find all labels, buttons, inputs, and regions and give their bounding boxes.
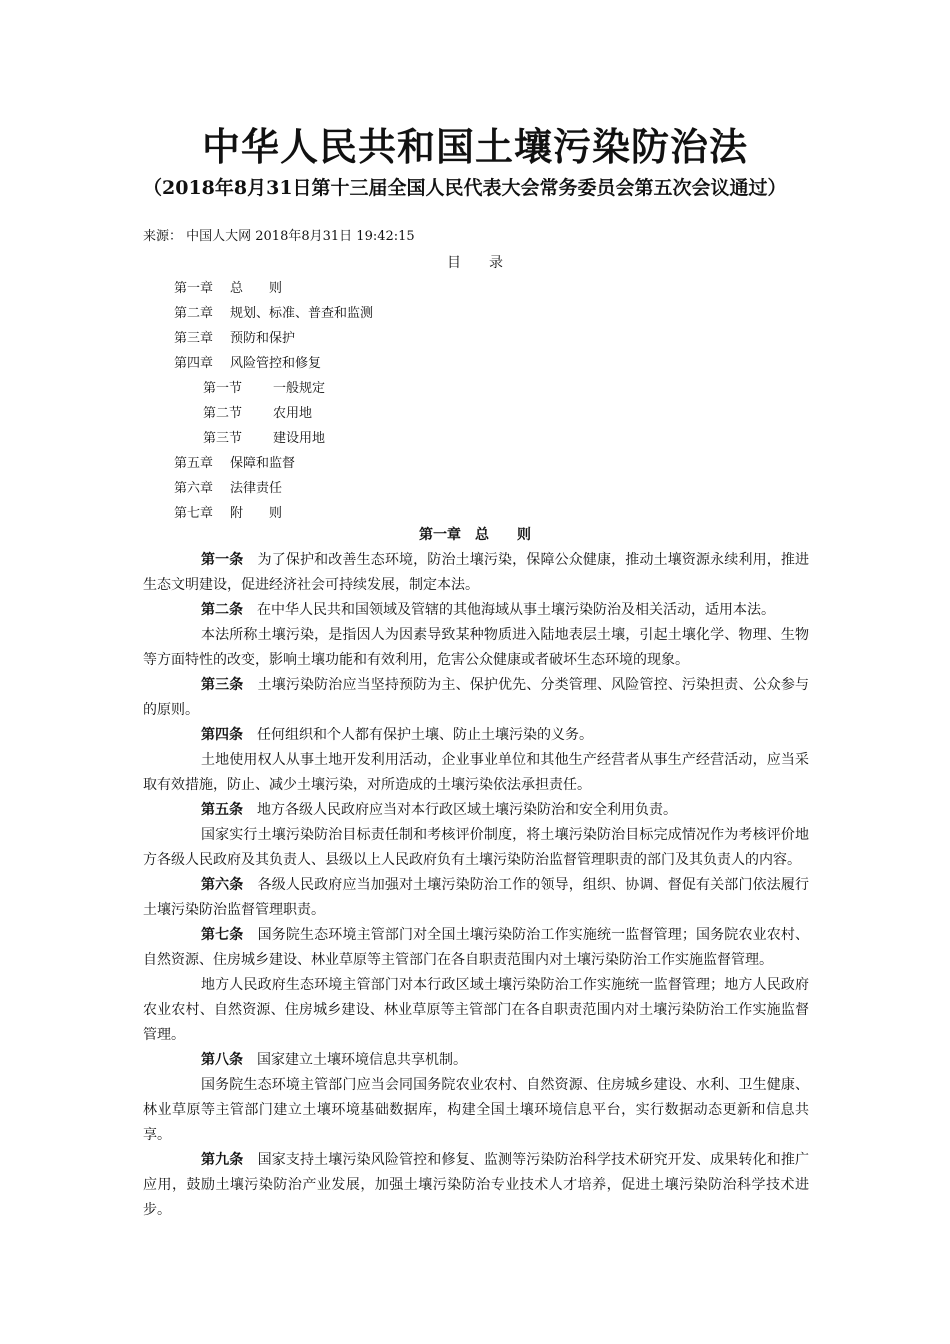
toc-item-number: 第一节 <box>203 381 243 396</box>
toc-item-number: 第七章 <box>174 506 214 521</box>
article-paragraph <box>143 873 809 923</box>
article-text: 在中华人民共和国领域及管辖的其他海域从事土壤污染防治及相关活动，适用本法。 <box>257 602 775 618</box>
article-text: 国务院生态环境主管部门应当会同国务院农业农村、自然资源、住房城乡建设、水利、卫生健康、林业草原等主管部门建立土壤环境基础数据库，构建全国土壤环境信息平台，实行数据动态更新和信息共享。 <box>143 1077 809 1143</box>
article-paragraph <box>143 1073 809 1148</box>
article-label: 第九条 <box>201 1152 244 1168</box>
toc-item <box>174 351 373 376</box>
toc-subitem <box>174 376 373 401</box>
toc-item <box>174 326 373 351</box>
article-paragraph <box>143 748 809 798</box>
article-text: 国务院生态环境主管部门对全国土壤污染防治工作实施统一监督管理；国务院农业农村、自然资源、住房城乡建设、林业草原等主管部门在各自职责范围内对土壤污染防治工作实施监督管理。 <box>143 927 810 968</box>
article-paragraph <box>143 673 809 723</box>
toc-item-title: 附 则 <box>230 506 283 521</box>
article-paragraph <box>143 1048 809 1073</box>
toc-item <box>174 276 373 301</box>
article-paragraph <box>143 923 809 973</box>
table-of-contents <box>174 276 373 526</box>
article-paragraph <box>143 823 809 873</box>
article-text: 地方人民政府生态环境主管部门对本行政区域土壤污染防治工作实施统一监督管理；地方人民政府农业农村、自然资源、住房城乡建设、林业草原等主管部门在各自职责范围内对土壤污染防治工作实施监督管理。 <box>143 977 809 1043</box>
article-text: 国家支持土壤污染风险管控和修复、监测等污染防治科学技术研究开发、成果转化和推广应用，鼓励土壤污染防治产业发展，加强土壤污染防治专业技术人才培养，促进土壤污染防治科学技术进步。 <box>143 1152 810 1218</box>
article-label: 第五条 <box>201 802 243 818</box>
toc-item <box>174 451 373 476</box>
article-paragraph <box>143 798 809 823</box>
toc-item-number: 第四章 <box>174 356 214 371</box>
toc-item <box>174 301 373 326</box>
article-text: 地方各级人民政府应当对本行政区域土壤污染防治和安全利用负责。 <box>257 802 677 818</box>
toc-item <box>174 476 373 501</box>
document-subtitle: （2018年8月31日第十三届全国人民代表大会常务委员会第五次会议通过） <box>143 177 787 199</box>
article-label: 第六条 <box>201 877 244 893</box>
article-paragraph <box>143 548 809 598</box>
article-label: 第一条 <box>201 552 244 568</box>
article-text: 土壤污染防治应当坚持预防为主、保护优先、分类管理、风险管控、污染担责、公众参与的原则。 <box>143 677 810 718</box>
article-text: 土地使用权人从事土地开发利用活动，企业事业单位和其他生产经营者从事生产经营活动，应当采取有效措施，防止、减少土壤污染，对所造成的土壤污染依法承担责任。 <box>143 752 809 793</box>
source-line: 来源： 中国人大网 2018年8月31日 19:42:15 <box>143 229 415 244</box>
toc-item-number: 第三节 <box>203 431 243 446</box>
toc-item-title: 建设用地 <box>273 431 326 446</box>
article-paragraph <box>143 1148 809 1223</box>
toc-item-title: 规划、标准、普查和监测 <box>230 306 374 321</box>
toc-item-title: 保障和监督 <box>230 456 296 471</box>
article-label: 第七条 <box>201 927 244 943</box>
toc-item-number: 第六章 <box>174 481 214 496</box>
chapter-heading: 第一章 总 则 <box>419 527 531 543</box>
toc-item-number: 第二节 <box>203 406 243 421</box>
article-paragraph <box>143 723 809 748</box>
toc-subitem <box>174 426 373 451</box>
toc-item <box>174 501 373 526</box>
toc-item-title: 总 则 <box>230 281 283 296</box>
toc-heading: 目 录 <box>447 255 503 271</box>
toc-subitem <box>174 401 373 426</box>
article-text: 任何组织和个人都有保护土壤、防止土壤污染的义务。 <box>257 727 593 743</box>
toc-item-title: 一般规定 <box>273 381 326 396</box>
toc-item-title: 法律责任 <box>230 481 283 496</box>
toc-item-title: 预防和保护 <box>230 331 296 346</box>
toc-item-number: 第一章 <box>174 281 214 296</box>
article-label: 第二条 <box>201 602 243 618</box>
article-text: 各级人民政府应当加强对土壤污染防治工作的领导，组织、协调、督促有关部门依法履行土壤污染防治监督管理职责。 <box>143 877 810 918</box>
article-label: 第八条 <box>201 1052 243 1068</box>
article-label: 第三条 <box>201 677 244 693</box>
article-text: 国家实行土壤污染防治目标责任制和考核评价制度，将土壤污染防治目标完成情况作为考核评价地方各级人民政府及其负责人、县级以上人民政府负有土壤污染防治监督管理职责的部门及其负责人的内容。 <box>143 827 809 868</box>
article-label: 第四条 <box>201 727 243 743</box>
article-paragraph <box>143 598 809 623</box>
article-text: 为了保护和改善生态环境，防治土壤污染，保障公众健康，推动土壤资源永续利用，推进生态文明建设，促进经济社会可持续发展，制定本法。 <box>143 552 810 593</box>
toc-item-title: 风险管控和修复 <box>230 356 322 371</box>
toc-item-number: 第五章 <box>174 456 214 471</box>
article-paragraph <box>143 623 809 673</box>
toc-item-number: 第二章 <box>174 306 214 321</box>
chapter-body <box>143 548 809 1223</box>
document-title: 中华人民共和国土壤污染防治法 <box>201 124 748 169</box>
toc-item-title: 农用地 <box>273 406 313 421</box>
toc-item-number: 第三章 <box>174 331 214 346</box>
article-text: 国家建立土壤环境信息共享机制。 <box>257 1052 467 1068</box>
article-paragraph <box>143 973 809 1048</box>
article-text: 本法所称土壤污染，是指因人为因素导致某种物质进入陆地表层土壤，引起土壤化学、物理、生物等方面特性的改变，影响土壤功能和有效利用，危害公众健康或者破坏生态环境的现象。 <box>143 627 809 668</box>
